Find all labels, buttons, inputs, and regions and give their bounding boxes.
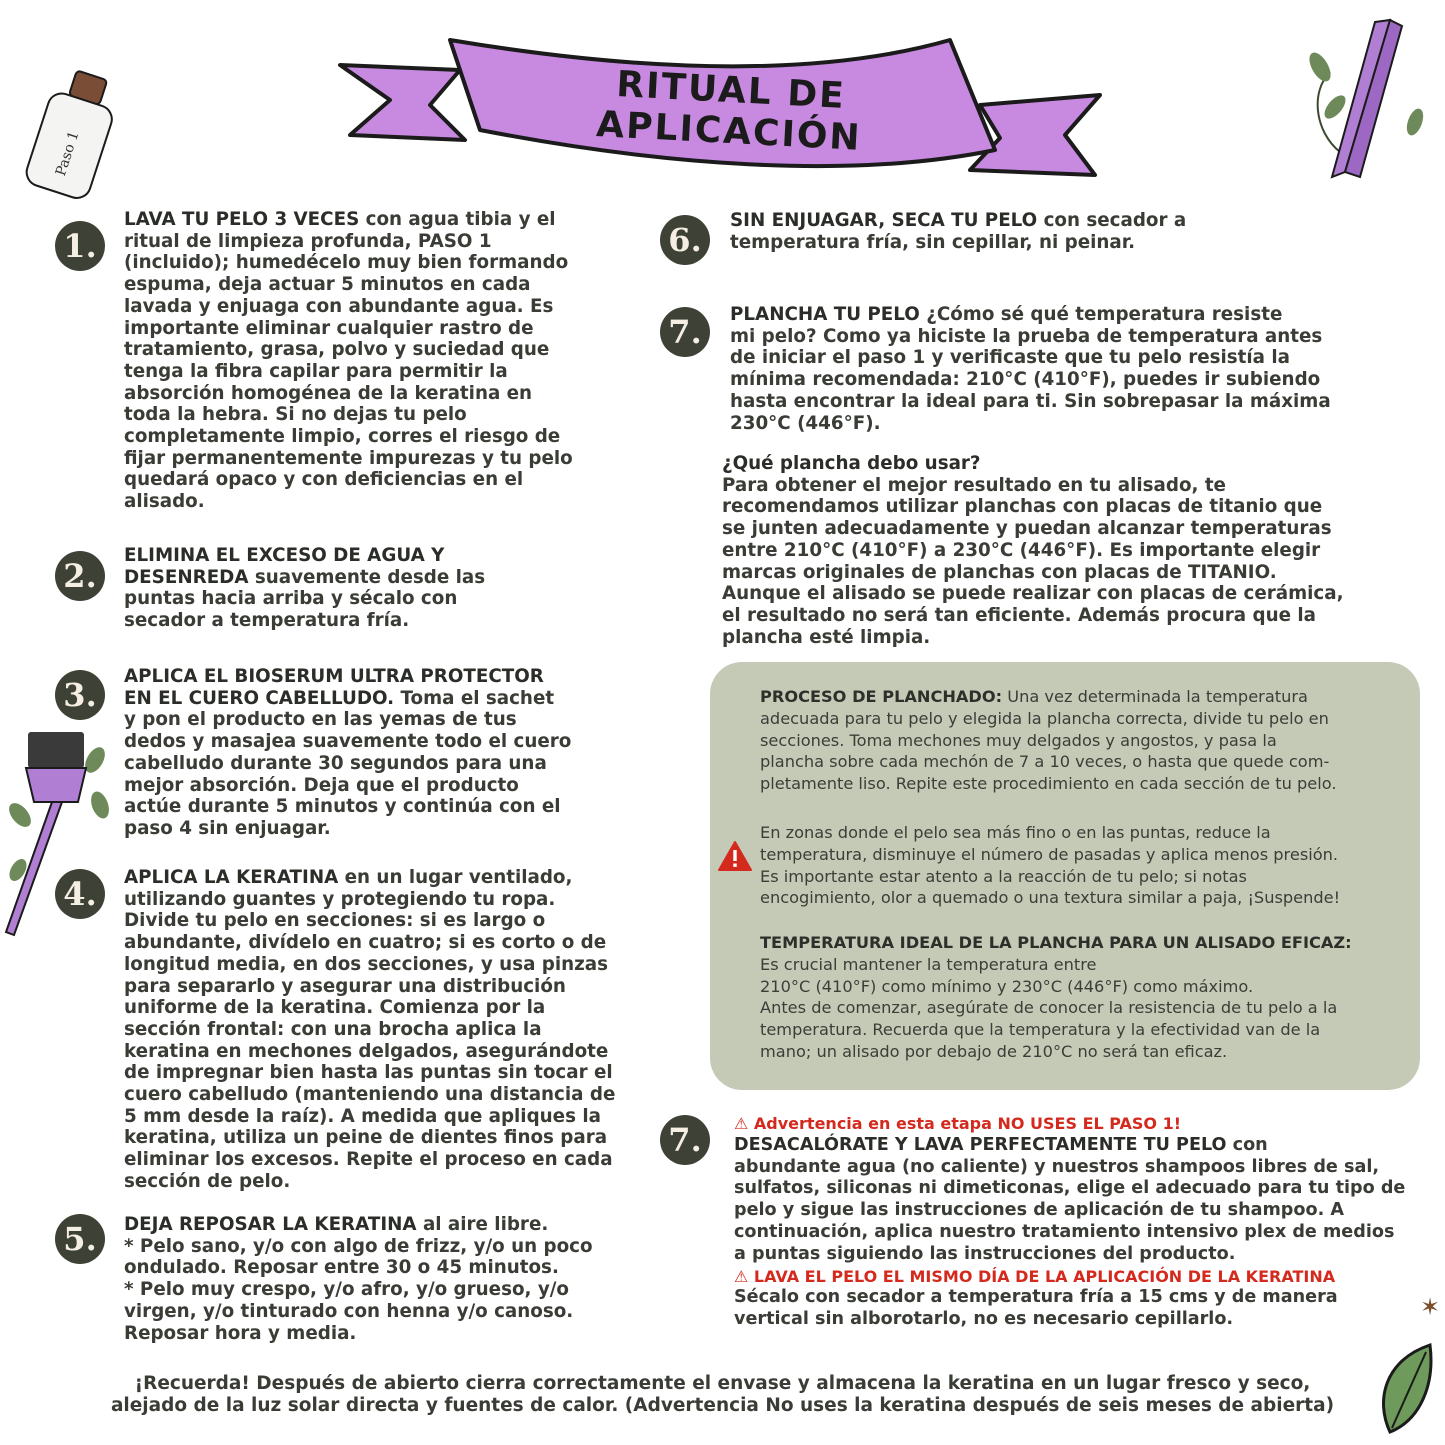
step-6-text: SIN ENJUAGAR, SECA TU PELO con secador a temperatura fría, sin cepillar, ni peinar. [730,210,1187,253]
step-8-number: 7. [660,1115,710,1165]
step-4-text: APLICA LA KERATINA en un lugar ventilado, utilizando guantes y protegiendo tu ropa. Divide tu pelo en secciones: si es largo o abundante, divídelo en cuatro; si es corto o de longitud media, en dos secciones, y usa pinzas para separarlo y asegurar una distribución uniforme de la keratina. Comienza por la sección frontal: con una brocha aplica la keratina en mechones delgados, asegurándote de impregnar bien hasta las puntas sin tocar el cuero cabelludo (manteniendo una distancia de 5 mm desde la raíz). A medida que apliques la keratina, utiliza un peine de dientes finos para eliminar los excesos. Repite el proceso en cada sección de pelo. [124,867,616,1192]
bottle-icon [12,64,132,204]
step-5-number: 5. [55,1214,105,1264]
step-4-number: 4. [55,869,105,919]
ironing-process-text: PROCESO DE PLANCHADO: Una vez determinada la temperatura adecuada para tu pelo y elegida la plancha correcta, divide tu pelo en secciones. Toma mechones muy delgados y angostos, y pasa la plancha sobre cada mechón de 7 a 10 veces, o hasta que quede com- pletamente liso. Repite este procedimiento en cada sección de tu pelo. [760,687,1337,794]
step-8-text: ⚠ Advertencia en esta etapa NO USES EL PASO 1! DESACALÓRATE Y LAVA PERFECTAMENTE TU PELO con abundante agua (no caliente) y nuestros shampoos libres de sal, sulfatos, siliconas ni dimeticonas, elige el adecuado para tu tipo de pelo y sigue las instrucciones de aplicación de tu shampoo. A continuación, aplica nuestro tratamiento intensivo plex de medios a puntas siguiendo las instrucciones del producto. ⚠ LAVA EL PELO EL MISMO DÍA DE LA APLICACIÓN DE LA KERATINA Sécalo con secador a temperatura fría a 15 cms y de manera vertical sin alborotarlo, no es necesario cepillarlo. [734,1114,1406,1330]
flat-iron-icon [1290,12,1440,187]
warning-no-step-1: ⚠ Advertencia en esta etapa NO USES EL PASO 1! [734,1114,1182,1133]
step-6-number: 6. [660,215,710,265]
step-2-text: ELIMINA EL EXCESO DE AGUA Y DESENREDA suavemente desde las puntas hacia arriba y sécalo con secador a temperatura fría. [124,545,486,632]
step-7-number: 7. [660,307,710,357]
page-title: RITUAL DE APLICACIÓN [595,64,863,159]
step-3-text: APLICA EL BIOSERUM ULTRA PROTECTOR EN EL CUERO CABELLUDO. Toma el sachet y pon el producto en las yemas de tus dedos y masajea suavemente todo el cuero cabelludo durante 30 segundos para una mejor absorción. Deja que el producto actúe durante 5 minutos y continúa con el paso 4 sin enjuagar. [124,666,572,839]
warning-icon [717,840,753,872]
step-1-text: LAVA TU PELO 3 VECES con agua tibia y el ritual de limpieza profunda, PASO 1 (incluido); humedécelo muy bien formando espuma, deja actuar 5 minutos en cada lavada y enjuaga con abundante agua. Es importante eliminar cualquier rastro de tratamiento, grasa, polvo y suciedad que tenga la fibra capilar para permitir la absorción homogénea de la keratina en toda la hebra. Si no dejas tu pelo completamente limpio, corres el riesgo de fijar permanentemente impurezas y tu pelo quedará opaco y con deficiencias en el alisado. [124,209,573,513]
step-2-number: 2. [55,551,105,601]
thin-hair-warning-text: En zonas donde el pelo sea más fino o en las puntas, reduce la temperatura, disminuye el número de pasadas y aplica menos presión. Es importante estar atento a la reacción de tu pelo; si notas encogimiento, olor a quemado o una textura similar a paja, ¡Suspende! [760,823,1341,908]
bottle-label: Paso 1 [52,129,83,179]
sparkle-icon: ✶ [1420,1293,1441,1321]
reminder-footer: ¡Recuerda! Después de abierto cierra correctamente el envase y almacena la keratina en un lugar fresco y seco, alejado de la luz solar directa y fuentes de calor. (Advertencia No uses la keratina después de seis meses de abierta) [110,1373,1335,1416]
ideal-temperature-text: TEMPERATURA IDEAL DE LA PLANCHA PARA UN ALISADO EFICAZ: Es crucial mantener la temperatura entre 210°C (410°F) como mínimo y 230°C (446°F) como máximo. Antes de comenzar, asegúrate de conocer la resistencia de tu pelo a la temperatura. Recuerda que la temperatura y la efectividad van de la mano; un alisado por debajo de 210°C no será tan eficaz. [760,933,1352,1061]
warning-same-day: ⚠ LAVA EL PELO EL MISMO DÍA DE LA APLICACIÓN DE LA KERATINA [734,1266,1336,1286]
step-1-number: 1. [55,221,105,271]
step-3-number: 3. [55,670,105,720]
step-5-text: DEJA REPOSAR LA KERATINA al aire libre. * Pelo sano, y/o con algo de frizz, y/o un poco ondulado. Reposar entre 30 o 45 minutos. * Pelo muy crespo, y/o afro, y/o grueso, y/o virgen, y/o tinturado con henna y/o canoso. Reposar hora y media. [124,1214,593,1344]
step-7-text: PLANCHA TU PELO ¿Cómo sé qué temperatura resiste mi pelo? Como ya hiciste la prueba de temperatura antes de iniciar el paso 1 y verificaste que tu pelo resistía la mínima recomendada: 210°C (410°F), puedes ir subiendo hasta encontrar la ideal para ti. Sin sobrepasar la máxima 230°C (446°F). [730,304,1331,434]
iron-advice-text: ¿Qué plancha debo usar? Para obtener el mejor resultado en tu alisado, te recomendamos utilizar planchas con placas de titanio que se junten adecuadamente y puedan alcanzar temperaturas entre 210°C (410°F) a 230°C (446°F). Es importante elegir marcas originales de planchas con placas de TITANIO. Aunque el alisado se puede realizar con placas de cerámica, el resultado no será tan eficiente. Además procura que la plancha esté limpia. [722,453,1344,648]
